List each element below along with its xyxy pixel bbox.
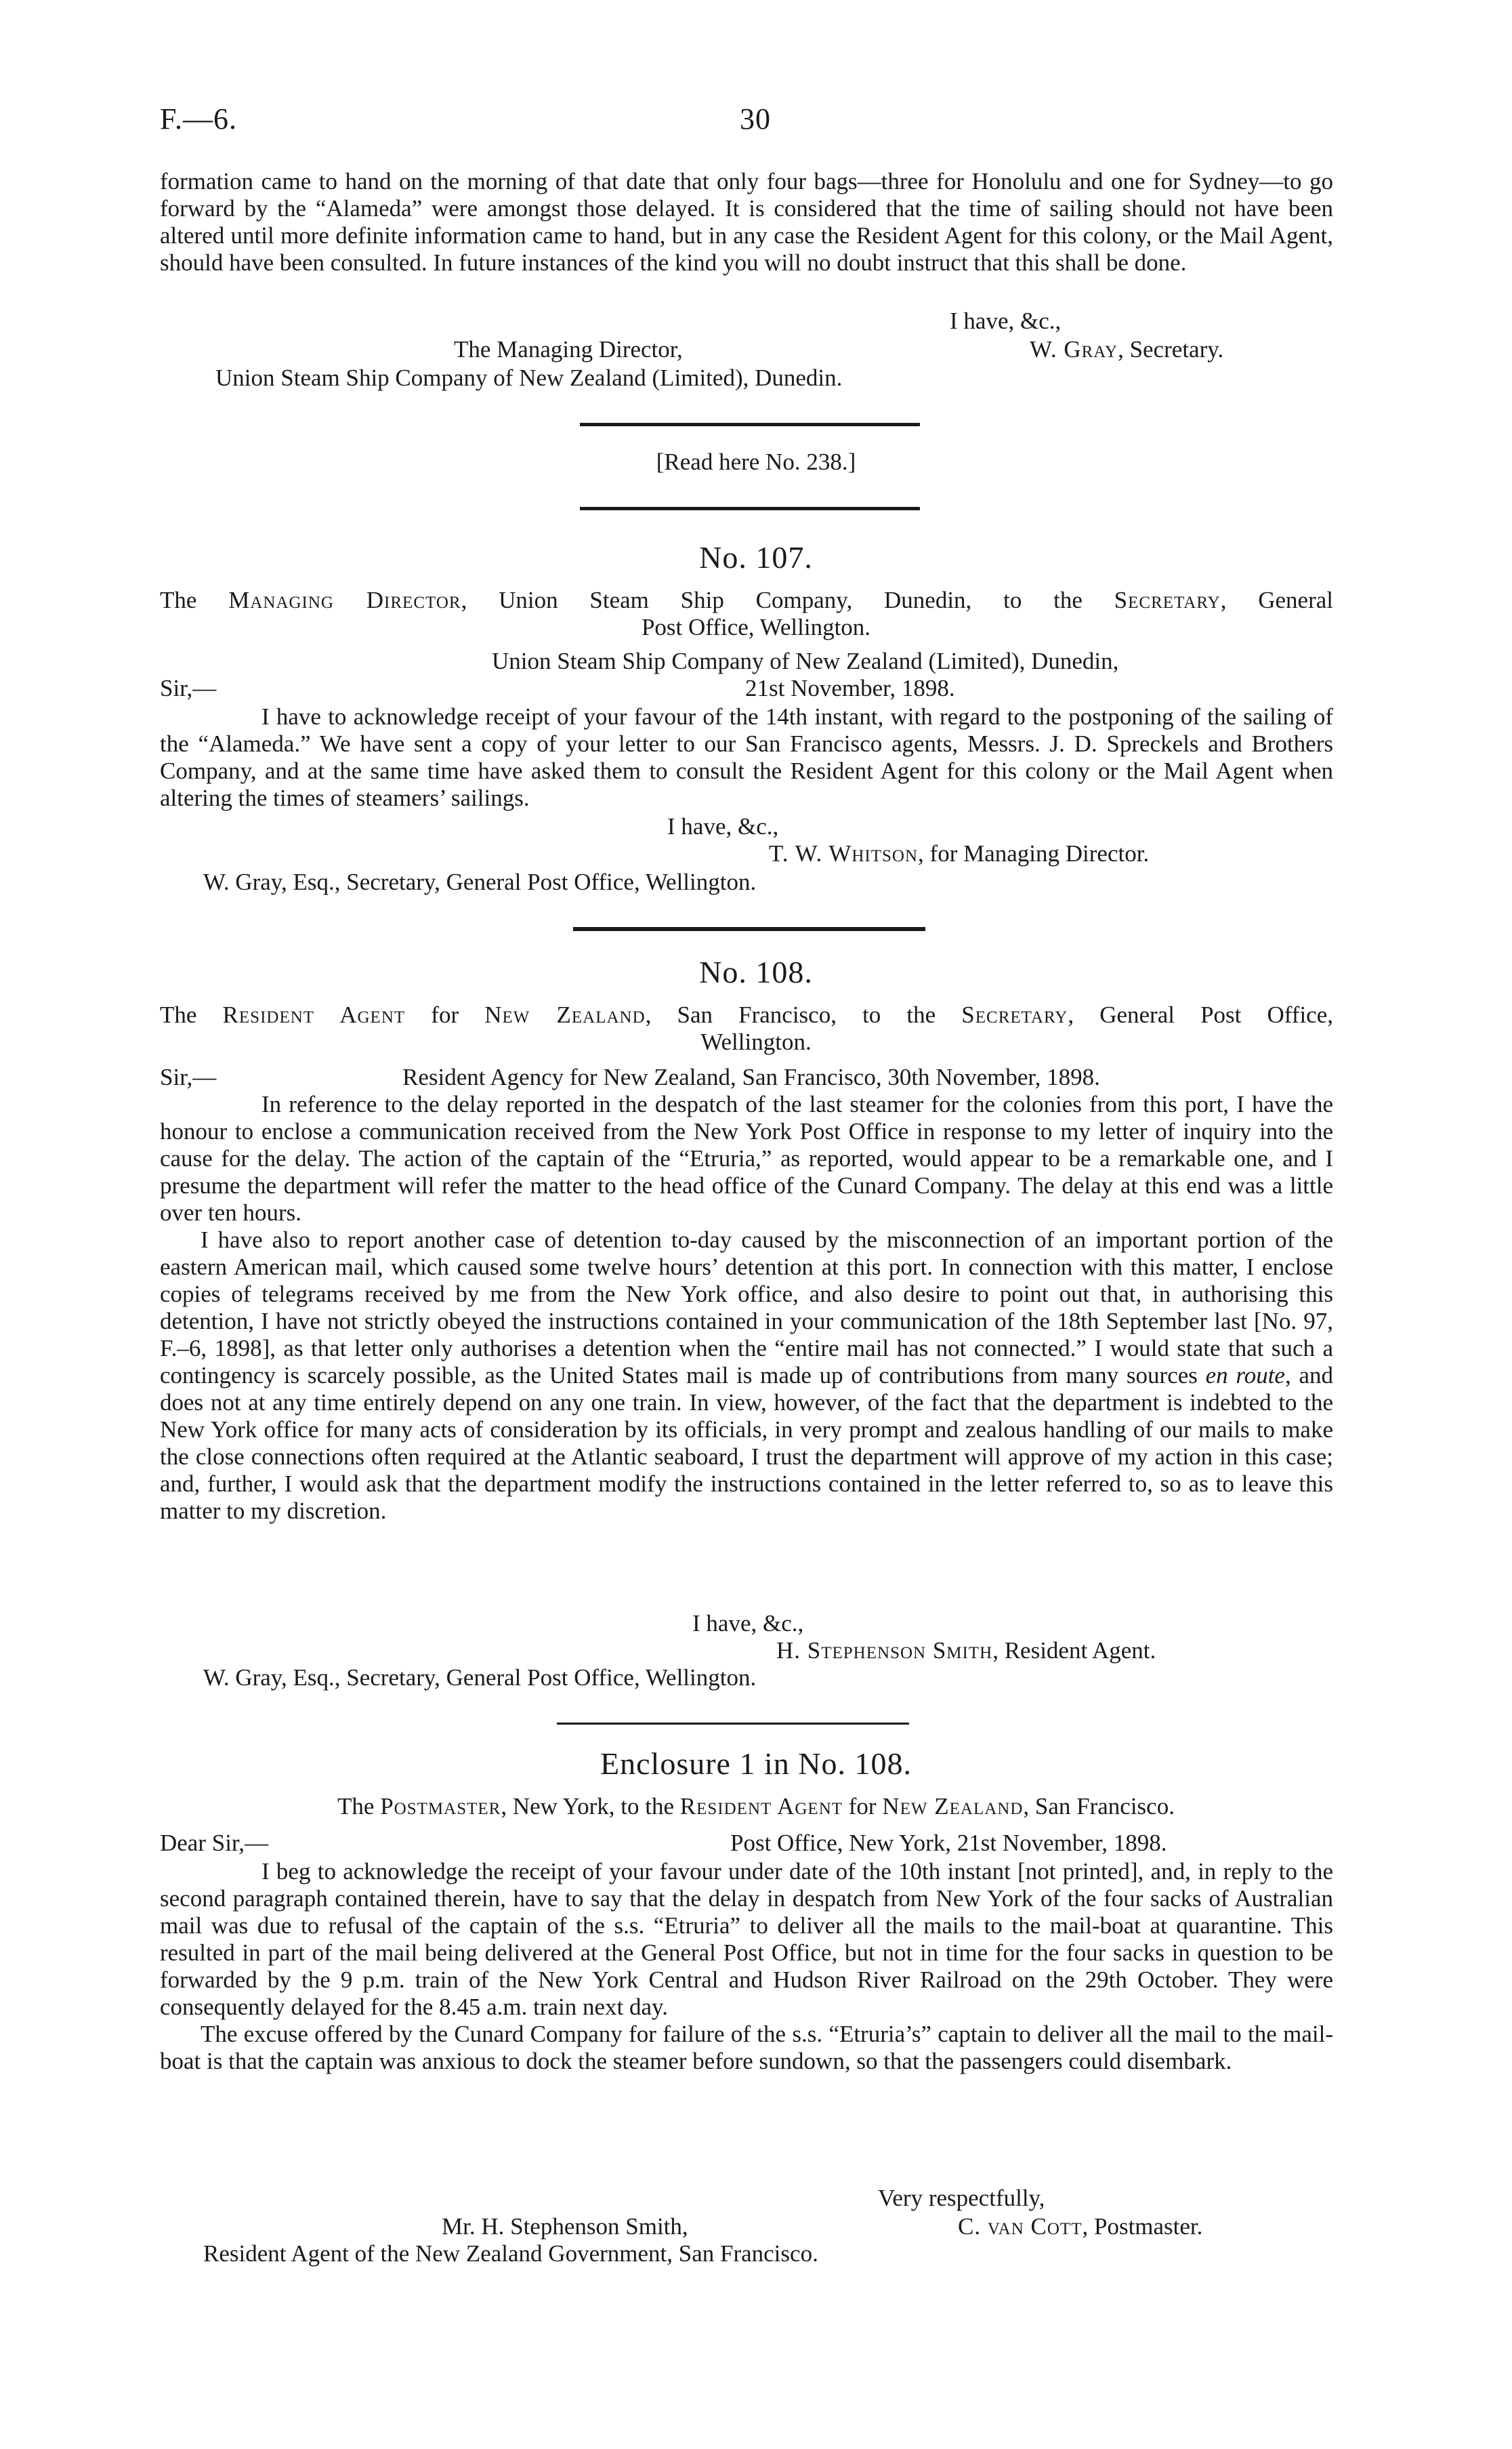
signature-name: C. van Cott bbox=[958, 2213, 1083, 2240]
letter-107-addressee: W. Gray, Esq., Secretary, General Post Office, Wellington. bbox=[203, 869, 757, 895]
desc-sender: Resident Agent bbox=[222, 1002, 406, 1028]
enclosure-paragraph-2: The excuse offered by the Cunard Company for failure of the s.s. “Etruria’s” captain to deliver all the mail to the mail-boat is that the captain was anxious to dock the steamer before sundown, so that the passengers could disembark. bbox=[160, 2021, 1333, 2074]
intro-addressee: The Managing Director, bbox=[454, 336, 683, 363]
desc-sender: Postmaster bbox=[380, 1793, 501, 1819]
intro-paragraph: formation came to hand on the morning of that date that only four bags—three for Honolulu and one for Sydney—to go forward by the “Alameda” were amongst those delayed. It is considered that the time of sailing should not have been altered until more definite information came to hand, but in any case the Resident Agent for this colony, or the Mail Agent, should have been consulted. In future instances of the kind you will no doubt instruct that this shall be done. bbox=[160, 168, 1333, 276]
signature-name: T. W. Whitson bbox=[769, 840, 919, 867]
enclosure-address: Post Office, New York, 21st November, 1898. bbox=[730, 1830, 1167, 1856]
desc-text: The bbox=[160, 587, 229, 613]
desc-text: for bbox=[405, 1002, 485, 1028]
paragraph-text: I have also to report another case of detention to-day caused by the misconnection of an important portion of the eastern American mail, which caused some twelve hours’ detention at this port. In connection with this matter, I enclose copies of telegrams received by me from the New York office, and also desire to point out that, in authorising this detention, I have not strictly obeyed the instructions contained in your communication of the 18th September last [No. 97, F.–6, 1898], as that letter only authorises a detention when the “entire mail has not connected.” I would state that such a contingency is scarcely possible, as the United States mail is made up of contributions from many sources bbox=[160, 1227, 1333, 1388]
intro-addressee-line2: Union Steam Ship Company of New Zealand (Limited), Dunedin. bbox=[215, 365, 843, 391]
letter-108-signature bbox=[776, 1637, 1156, 1664]
letter-108-heading: No. 108. bbox=[699, 955, 813, 989]
desc-recipient: Secretary bbox=[961, 1002, 1068, 1028]
signature-title: , Secretary. bbox=[1118, 336, 1224, 363]
enclosure-body bbox=[160, 1858, 1333, 2075]
signature-title: , Postmaster. bbox=[1082, 2213, 1203, 2240]
desc-text: , Union Steam Ship Company, Dunedin, to the bbox=[461, 587, 1114, 613]
desc-text: , General Post Office, bbox=[1068, 1002, 1334, 1028]
letter-108-body bbox=[160, 1091, 1333, 1525]
enclosure-addressee: Mr. H. Stephenson Smith, bbox=[442, 2213, 688, 2240]
desc-recipient: Secretary bbox=[1114, 587, 1221, 613]
signature-title: , Resident Agent. bbox=[992, 1637, 1156, 1664]
letter-107-desc-line2: Post Office, Wellington. bbox=[641, 614, 871, 640]
letter-108-desc-line1 bbox=[160, 1002, 1333, 1029]
desc-text: , New York, to the bbox=[501, 1793, 680, 1819]
desc-text: , San Francisco, to the bbox=[645, 1002, 962, 1028]
desc-sender: Managing Director bbox=[228, 587, 461, 613]
enclosure-addressee-line2: Resident Agent of the New Zealand Government, San Francisco. bbox=[203, 2240, 818, 2267]
signature-title: , for Managing Director. bbox=[918, 840, 1150, 867]
enclosure-heading: Enclosure 1 in No. 108. bbox=[600, 1746, 912, 1781]
section-divider bbox=[573, 927, 925, 931]
desc-text: The bbox=[337, 1793, 381, 1819]
desc-text: , General bbox=[1220, 587, 1334, 613]
letter-108-description bbox=[160, 1002, 1333, 1029]
signature-name: W. Gray bbox=[1030, 336, 1118, 363]
section-divider bbox=[580, 423, 920, 426]
enclosure-salutation: Dear Sir,— bbox=[160, 1830, 268, 1856]
letter-108-paragraph-2 bbox=[160, 1227, 1333, 1525]
paragraph-text: , and does not at any time entirely depend on any one train. In view, however, of the fact that the department is indebted to the New York office for many acts of consideration by its officials, in very prompt and zealous handling of our mails to make the close connections often required at the Atlantic seaboard, I trust the department will approve of my action in this case; and, further, I would ask that the department modify the instructions contained in the letter referred to, so as to leave this matter to my discretion. bbox=[160, 1362, 1333, 1524]
letter-107-address-line1: Union Steam Ship Company of New Zealand (Limited), Dunedin, bbox=[492, 648, 1119, 674]
desc-country: New Zealand bbox=[484, 1002, 646, 1028]
desc-text: for bbox=[843, 1793, 883, 1819]
letter-108-salutation: Sir,— bbox=[160, 1064, 217, 1090]
enclosure-closing: Very respectfully, bbox=[878, 2185, 1045, 2211]
letter-108-paragraph-1: In reference to the delay reported in the despatch of the last steamer for the colonies from this port, I have the honour to enclose a communication received from the New York Post Office in response to my letter of inquiry into the cause for the delay. The action of the captain of the “Etruria,” as reported, would appear to be a remarkable one, and I presume the department will refer the matter to the head office of the Cunard Company. The delay at this end was a little over ten hours. bbox=[160, 1091, 1333, 1226]
enclosure-description bbox=[0, 1793, 1512, 1820]
letter-108-addressee: W. Gray, Esq., Secretary, General Post Office, Wellington. bbox=[203, 1664, 757, 1691]
desc-country: New Zealand bbox=[882, 1793, 1024, 1819]
intro-letter bbox=[160, 168, 1333, 276]
section-divider bbox=[580, 507, 920, 510]
enclosure-signature bbox=[958, 2213, 1202, 2240]
desc-text: The bbox=[160, 1002, 223, 1028]
desc-recipient: Resident Agent bbox=[679, 1793, 843, 1819]
enclosure-paragraph-1: I beg to acknowledge the receipt of your favour under date of the 10th instant [not printed], and, in reply to the second paragraph contained therein, have to say that the delay in despatch from New York of the four sacks of Australian mail was due to refusal of the captain of the s.s. “Etruria” to deliver all the mails to the mail-boat at quarantine. This resulted in part of the mail being delivered at the General Post Office, but not in time for the four sacks in question to be forwarded by the 9 p.m. train of the New York Central and Hudson River Railroad on the 29th October. They were consequently delayed for the 8.45 a.m. train next day. bbox=[160, 1858, 1333, 2020]
letter-108-desc-line2: Wellington. bbox=[700, 1029, 812, 1055]
letter-107-signature bbox=[769, 840, 1149, 867]
page-number: 30 bbox=[740, 102, 771, 136]
paragraph-italic: en route bbox=[1205, 1362, 1285, 1388]
letter-107-paragraph: I have to acknowledge receipt of your favour of the 14th instant, with regard to the postponing of the sailing of the “Alameda.” We have sent a copy of your letter to our San Francisco agents, Messrs. J. D. Spreckels and Brothers Company, and at the same time have asked them to consult the Resident Agent for this colony or the Mail Agent when altering the times of steamers’ sailings. bbox=[160, 703, 1333, 811]
intro-signature bbox=[1030, 336, 1223, 363]
section-divider bbox=[557, 1723, 909, 1725]
letter-107-address-line2: 21st November, 1898. bbox=[745, 675, 955, 701]
letter-107-salutation: Sir,— bbox=[160, 675, 217, 701]
page-header-reference: F.—6. bbox=[160, 102, 237, 136]
letter-107-heading: No. 107. bbox=[699, 540, 813, 575]
letter-108-address: Resident Agency for New Zealand, San Francisco, 30th November, 1898. bbox=[402, 1064, 1100, 1090]
desc-text: , San Francisco. bbox=[1023, 1793, 1175, 1819]
letter-107-body bbox=[160, 703, 1333, 812]
signature-name: H. Stephenson Smith bbox=[776, 1637, 993, 1664]
intro-closing: I have, &c., bbox=[950, 308, 1062, 334]
read-here-note: [Read here No. 238.] bbox=[656, 449, 856, 475]
letter-107-desc-line1 bbox=[160, 587, 1333, 614]
letter-107-description bbox=[160, 587, 1333, 614]
letter-108-closing: I have, &c., bbox=[692, 1610, 804, 1637]
letter-107-closing: I have, &c., bbox=[667, 813, 779, 840]
